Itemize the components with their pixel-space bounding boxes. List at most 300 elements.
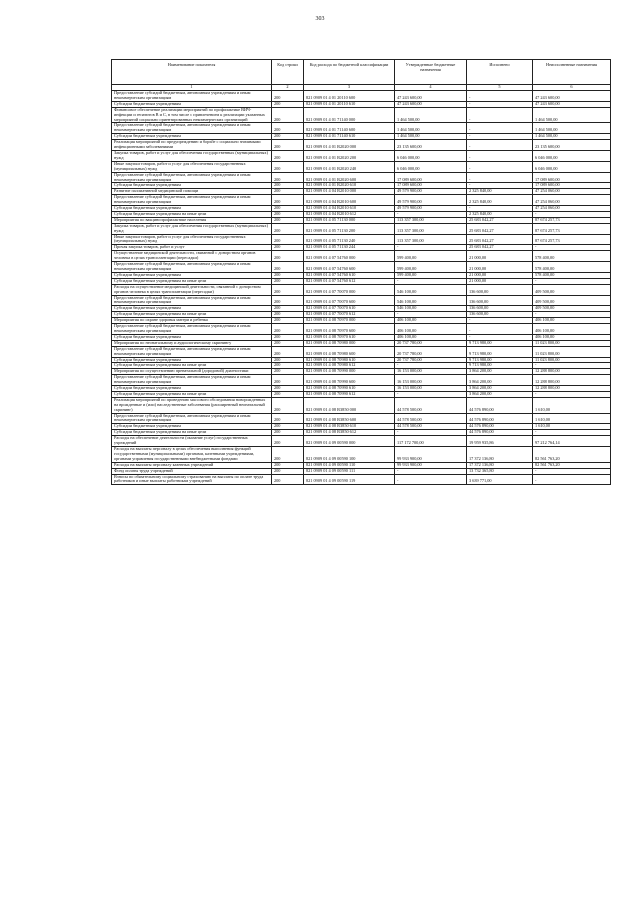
unexecuted-amount-cell: 12 288 800,00 <box>533 375 611 386</box>
unexecuted-amount-cell: 1 610,00 <box>533 397 611 413</box>
table-row <box>112 324 611 335</box>
header-approved: Утвержденные бюджетные назначения <box>395 60 467 85</box>
unexecuted-amount-cell: - <box>533 363 611 369</box>
expense-code-cell: 821 0909 01 4 01 R2020 000 <box>304 140 395 151</box>
expense-code-cell: 821 0909 01 4 01 71140 610 <box>304 134 395 140</box>
approved-amount-cell: - <box>395 312 467 318</box>
expense-code-cell: 821 0909 01 4 08 R3850 000 <box>304 397 395 413</box>
unexecuted-amount-cell: 409 500,00 <box>533 306 611 312</box>
line-code-cell: 200 <box>272 391 304 397</box>
executed-amount-cell: - <box>467 183 533 189</box>
line-code-cell: 200 <box>272 375 304 386</box>
expense-code-cell: 821 0909 01 4 09 00590 111 <box>304 468 395 474</box>
approved-amount-cell: - <box>395 391 467 397</box>
column-number: 6 <box>533 85 611 91</box>
approved-amount-cell: 406 100,00 <box>395 324 467 335</box>
approved-amount-cell: 113 357 300,00 <box>395 234 467 245</box>
table-row <box>112 91 611 102</box>
executed-amount-cell: - <box>467 150 533 161</box>
table-row <box>112 346 611 357</box>
executed-amount-cell: 21 000,00 <box>467 278 533 284</box>
line-code-cell: 200 <box>272 251 304 262</box>
expense-code-cell: 821 0909 01 4 08 70990 610 <box>304 386 395 392</box>
unexecuted-amount-cell: 47 243 600,00 <box>533 91 611 102</box>
approved-amount-cell: 1 464 500,00 <box>395 134 467 140</box>
executed-amount-cell: 9 713 980,00 <box>467 363 533 369</box>
approved-amount-cell: 599 400,00 <box>395 272 467 278</box>
expense-code-cell: 821 0909 01 4 01 20110 610 <box>304 101 395 107</box>
expense-code-cell: 821 0909 01 4 08 70970 610 <box>304 334 395 340</box>
line-code-cell: 200 <box>272 295 304 306</box>
unexecuted-amount-cell: 11 023 800,00 <box>533 357 611 363</box>
table-row <box>112 251 611 262</box>
indicator-name-cell: Субсидии бюджетным учреждениям на иные цели <box>112 211 272 217</box>
unexecuted-amount-cell: - <box>533 391 611 397</box>
line-code-cell: 200 <box>272 357 304 363</box>
line-code-cell: 200 <box>272 340 304 346</box>
executed-amount-cell: 3 864 200,00 <box>467 391 533 397</box>
executed-amount-cell: 25 683 042,27 <box>467 223 533 234</box>
executed-amount-cell: 3 864 200,00 <box>467 375 533 386</box>
unexecuted-amount-cell: 47 254 060,00 <box>533 189 611 195</box>
executed-amount-cell: 136 600,00 <box>467 284 533 295</box>
indicator-name-cell: Фонд оплаты труда учреждений <box>112 468 272 474</box>
unexecuted-amount-cell: 47 254 060,00 <box>533 195 611 206</box>
table-row <box>112 234 611 245</box>
unexecuted-amount-cell: 17 089 600,00 <box>533 172 611 183</box>
line-code-cell: 200 <box>272 150 304 161</box>
line-code-cell: 200 <box>272 101 304 107</box>
header-unexecuted: Неисполненные назначения <box>533 60 611 85</box>
indicator-name-cell: Финансовое обеспечение реализации мероприятий по профилактике ВИЧ-инфекции и гепатитов В и С, в том числе с привлечением к реализации указанных мероприятий социально ориентированных некоммерческих организаций <box>112 107 272 123</box>
expense-code-cell: 821 0909 01 4 07 70070 600 <box>304 295 395 306</box>
approved-amount-cell: 49 579 900,00 <box>395 189 467 195</box>
line-code-cell: 200 <box>272 413 304 424</box>
indicator-name-cell: Субсидии бюджетным учреждениям <box>112 272 272 278</box>
approved-amount-cell: 49 579 900,00 <box>395 195 467 206</box>
executed-amount-cell: 2 325 840,00 <box>467 189 533 195</box>
expense-code-cell: 821 0909 01 4 04 R2010 612 <box>304 211 395 217</box>
expense-code-cell: 821 0909 01 4 07 54760 600 <box>304 262 395 273</box>
table-row <box>112 195 611 206</box>
expense-code-cell: 821 0909 01 4 08 70980 600 <box>304 346 395 357</box>
approved-amount-cell: 406 100,00 <box>395 318 467 324</box>
approved-amount-cell: 20 737 780,00 <box>395 346 467 357</box>
executed-amount-cell: 19 959 935,86 <box>467 436 533 447</box>
unexecuted-amount-cell: 87 674 257,73 <box>533 223 611 234</box>
approved-amount-cell: - <box>395 278 467 284</box>
table-row <box>112 123 611 134</box>
unexecuted-amount-cell: 578 400,00 <box>533 272 611 278</box>
approved-amount-cell: - <box>395 363 467 369</box>
indicator-name-cell: Субсидии бюджетным учреждениям на иные цели <box>112 363 272 369</box>
indicator-name-cell: Предоставление субсидий бюджетным, автономным учреждениям и иным некоммерческим организациям <box>112 91 272 102</box>
line-code-cell: 200 <box>272 436 304 447</box>
unexecuted-amount-cell: 406 100,00 <box>533 334 611 340</box>
indicator-name-cell: Предоставление субсидий бюджетным, автономным учреждениям и иным некоммерческим организациям <box>112 413 272 424</box>
unexecuted-amount-cell: 578 400,00 <box>533 262 611 273</box>
expense-code-cell: 821 0909 01 4 05 71130 000 <box>304 217 395 223</box>
executed-amount-cell: - <box>467 107 533 123</box>
line-code-cell: 200 <box>272 234 304 245</box>
table-row <box>112 107 611 123</box>
line-code-cell: 200 <box>272 346 304 357</box>
expense-code-cell: 821 0909 01 4 07 70070 612 <box>304 312 395 318</box>
expense-code-cell: 821 0909 01 4 07 70070 610 <box>304 306 395 312</box>
expense-code-cell: 821 0909 01 4 01 71140 600 <box>304 123 395 134</box>
table-row <box>112 284 611 295</box>
expense-code-cell: 821 0909 01 4 08 70990 600 <box>304 375 395 386</box>
line-code-cell: 200 <box>272 206 304 212</box>
executed-amount-cell: - <box>467 324 533 335</box>
indicator-name-cell: Расходы на выплаты персоналу в целях обеспечения выполнения функций государственными (муниципальными) органами, казенными учреждениями, органами управления государственными внебюджетными фондами <box>112 447 272 463</box>
executed-amount-cell: 25 683 042,27 <box>467 234 533 245</box>
unexecuted-amount-cell: 87 674 257,73 <box>533 217 611 223</box>
unexecuted-amount-cell: 82 561 763,20 <box>533 462 611 468</box>
executed-amount-cell: - <box>467 101 533 107</box>
executed-amount-cell: 25 683 042,27 <box>467 245 533 251</box>
expense-code-cell: 821 0909 01 4 08 70980 612 <box>304 363 395 369</box>
executed-amount-cell: 3 864 200,00 <box>467 386 533 392</box>
indicator-name-cell: Субсидии бюджетным учреждениям <box>112 134 272 140</box>
unexecuted-amount-cell: 578 400,00 <box>533 251 611 262</box>
approved-amount-cell: 99 933 900,00 <box>395 447 467 463</box>
executed-amount-cell: 9 713 980,00 <box>467 357 533 363</box>
indicator-name-cell: Реализация мероприятий по предупреждению и борьбе с социально значимыми инфекционными заболеваниями <box>112 140 272 151</box>
line-code-cell: 200 <box>272 161 304 172</box>
expense-code-cell: 821 0909 01 4 05 71130 200 <box>304 223 395 234</box>
executed-amount-cell: 44 576 890,00 <box>467 424 533 430</box>
approved-amount-cell: 20 737 780,00 <box>395 357 467 363</box>
indicator-name-cell: Предоставление субсидий бюджетным, автономным учреждениям и иным некоммерческим организациям <box>112 375 272 386</box>
column-number: 1 <box>112 85 272 91</box>
approved-amount-cell: 6 046 000,00 <box>395 161 467 172</box>
line-code-cell: 200 <box>272 284 304 295</box>
approved-amount-cell: 1 464 500,00 <box>395 107 467 123</box>
table-row <box>112 375 611 386</box>
line-code-cell: 200 <box>272 272 304 278</box>
approved-amount-cell: 49 579 900,00 <box>395 206 467 212</box>
line-code-cell: 200 <box>272 312 304 318</box>
expense-code-cell: 821 0909 01 4 07 54760 000 <box>304 251 395 262</box>
expense-code-cell: 821 0909 01 4 01 71140 000 <box>304 107 395 123</box>
approved-amount-cell: 546 100,00 <box>395 284 467 295</box>
header-expense-code: Код расхода по бюджетной классификации <box>304 60 395 85</box>
expense-code-cell: 821 0909 01 4 08 70990 612 <box>304 391 395 397</box>
line-code-cell: 200 <box>272 245 304 251</box>
executed-amount-cell: 3 864 200,00 <box>467 369 533 375</box>
indicator-name-cell: Субсидии бюджетным учреждениям <box>112 306 272 312</box>
unexecuted-amount-cell: 82 561 763,20 <box>533 447 611 463</box>
budget-execution-table <box>111 59 611 485</box>
line-code-cell: 200 <box>272 140 304 151</box>
indicator-name-cell: Субсидии бюджетным учреждениям на иные цели <box>112 278 272 284</box>
unexecuted-amount-cell: - <box>533 468 611 474</box>
executed-amount-cell: 44 576 890,00 <box>467 413 533 424</box>
indicator-name-cell: Закупка товаров, работ и услуг для обеспечения государственных (муниципальных) нужд <box>112 150 272 161</box>
approved-amount-cell: 17 089 600,00 <box>395 172 467 183</box>
indicator-name-cell: Осуществление медицинской деятельности, связанной с донорством органов человека в целях трансплантации (пересадки) <box>112 251 272 262</box>
expense-code-cell: 821 0909 01 4 01 R2020 600 <box>304 172 395 183</box>
indicator-name-cell: Прочая закупка товаров, работ и услуг <box>112 245 272 251</box>
expense-code-cell: 821 0909 01 4 04 R2010 600 <box>304 195 395 206</box>
header-indicator-name: Наименование показателя <box>112 60 272 85</box>
approved-amount-cell: 47 243 600,00 <box>395 91 467 102</box>
expense-code-cell: 821 0909 01 4 08 R3850 610 <box>304 424 395 430</box>
line-code-cell: 200 <box>272 217 304 223</box>
line-code-cell: 200 <box>272 474 304 485</box>
expense-code-cell: 821 0909 01 4 08 R3850 600 <box>304 413 395 424</box>
executed-amount-cell: 9 713 980,00 <box>467 346 533 357</box>
unexecuted-amount-cell: 47 254 060,00 <box>533 206 611 212</box>
line-code-cell: 200 <box>272 424 304 430</box>
unexecuted-amount-cell: 47 243 600,00 <box>533 101 611 107</box>
line-code-cell: 200 <box>272 211 304 217</box>
expense-code-cell: 821 0909 01 4 05 71130 240 <box>304 234 395 245</box>
unexecuted-amount-cell: - <box>533 278 611 284</box>
executed-amount-cell: 21 000,00 <box>467 251 533 262</box>
expense-code-cell: 821 0909 01 4 01 20110 600 <box>304 91 395 102</box>
unexecuted-amount-cell: 17 089 600,00 <box>533 183 611 189</box>
indicator-name-cell: Мероприятия по вакцинопрофилактике населения <box>112 217 272 223</box>
unexecuted-amount-cell: - <box>533 474 611 485</box>
indicator-name-cell: Субсидии бюджетным учреждениям <box>112 386 272 392</box>
header-executed: Исполнено <box>467 60 533 85</box>
executed-amount-cell: - <box>467 318 533 324</box>
approved-amount-cell: - <box>395 430 467 436</box>
expense-code-cell: 821 0909 01 4 09 00590 119 <box>304 474 395 485</box>
unexecuted-amount-cell: 12 288 800,00 <box>533 369 611 375</box>
line-code-cell: 200 <box>272 134 304 140</box>
approved-amount-cell: 117 172 700,00 <box>395 436 467 447</box>
line-code-cell: 200 <box>272 318 304 324</box>
executed-amount-cell: 25 683 042,27 <box>467 217 533 223</box>
approved-amount-cell: 44 578 500,00 <box>395 397 467 413</box>
executed-amount-cell: - <box>467 134 533 140</box>
indicator-name-cell: Субсидии бюджетным учреждениям <box>112 206 272 212</box>
executed-amount-cell: - <box>467 161 533 172</box>
executed-amount-cell: 17 372 136,80 <box>467 447 533 463</box>
unexecuted-amount-cell: 6 046 000,00 <box>533 161 611 172</box>
executed-amount-cell: 21 000,00 <box>467 262 533 273</box>
indicator-name-cell: Субсидии бюджетным учреждениям <box>112 424 272 430</box>
approved-amount-cell: 16 153 000,00 <box>395 375 467 386</box>
column-number: 2 <box>272 85 304 91</box>
unexecuted-amount-cell: 1 464 500,00 <box>533 123 611 134</box>
column-number: 5 <box>467 85 533 91</box>
line-code-cell: 200 <box>272 334 304 340</box>
expense-code-cell: 821 0909 01 4 01 R2020 240 <box>304 161 395 172</box>
unexecuted-amount-cell: 6 046 000,00 <box>533 150 611 161</box>
line-code-cell: 200 <box>272 430 304 436</box>
indicator-name-cell: Субсидии бюджетным учреждениям на иные цели <box>112 391 272 397</box>
indicator-name-cell: Предоставление субсидий бюджетным, автономным учреждениям и иным некоммерческим организациям <box>112 172 272 183</box>
approved-amount-cell: 1 464 500,00 <box>395 123 467 134</box>
approved-amount-cell: - <box>395 245 467 251</box>
approved-amount-cell: - <box>395 211 467 217</box>
indicator-name-cell: Предоставление субсидий бюджетным, автономным учреждениям и иным некоммерческим организациям <box>112 346 272 357</box>
approved-amount-cell: 44 578 500,00 <box>395 424 467 430</box>
line-code-cell: 200 <box>272 278 304 284</box>
expense-code-cell: 821 0909 01 4 09 00590 000 <box>304 436 395 447</box>
unexecuted-amount-cell: 1 464 500,00 <box>533 107 611 123</box>
indicator-name-cell: Мероприятия по осуществлению пренатальной (дородовой) диагностики <box>112 369 272 375</box>
line-code-cell: 200 <box>272 262 304 273</box>
header-row <box>112 60 611 85</box>
approved-amount-cell: 546 100,00 <box>395 306 467 312</box>
unexecuted-amount-cell: 87 674 257,73 <box>533 234 611 245</box>
expense-code-cell: 821 0909 01 4 09 00590 100 <box>304 447 395 463</box>
expense-code-cell: 821 0909 01 4 08 R3850 612 <box>304 430 395 436</box>
expense-code-cell: 821 0909 01 4 04 R2010 610 <box>304 206 395 212</box>
indicator-name-cell: Взносы по обязательному социальному страхованию на выплаты по оплате труда работников и иные выплаты работникам учреждений <box>112 474 272 485</box>
expense-code-cell: 821 0909 01 4 01 R2020 610 <box>304 183 395 189</box>
indicator-name-cell: Реализация мероприятий по проведению массового обследования новорожденных на врожденные и (или) наследственные заболевания (расширенный неонатальный скрининг) <box>112 397 272 413</box>
line-code-cell: 200 <box>272 363 304 369</box>
line-code-cell: 200 <box>272 397 304 413</box>
indicator-name-cell: Предоставление субсидий бюджетным, автономным учреждениям и иным некоммерческим организациям <box>112 324 272 335</box>
table-row <box>112 447 611 463</box>
unexecuted-amount-cell: 1 610,00 <box>533 413 611 424</box>
executed-amount-cell: 2 325 840,00 <box>467 211 533 217</box>
line-code-cell: 200 <box>272 107 304 123</box>
line-code-cell: 200 <box>272 123 304 134</box>
expense-code-cell: 821 0909 01 4 04 R2010 000 <box>304 189 395 195</box>
table-row <box>112 474 611 485</box>
table-row <box>112 295 611 306</box>
unexecuted-amount-cell: 23 135 600,00 <box>533 140 611 151</box>
line-code-cell: 200 <box>272 91 304 102</box>
line-code-cell: 200 <box>272 447 304 463</box>
executed-amount-cell: 44 576 890,00 <box>467 397 533 413</box>
expense-code-cell: 821 0909 01 4 07 54760 612 <box>304 278 395 284</box>
unexecuted-amount-cell: 406 100,00 <box>533 318 611 324</box>
executed-amount-cell: 3 639 771,00 <box>467 474 533 485</box>
expense-code-cell: 821 0909 01 4 08 70990 000 <box>304 369 395 375</box>
executed-amount-cell: 9 713 980,00 <box>467 340 533 346</box>
indicator-name-cell: Расходы на осуществление медицинской деятельности, связанной с донорством органов человека в целях трансплантации (пересадки) <box>112 284 272 295</box>
unexecuted-amount-cell: 97 212 764,14 <box>533 436 611 447</box>
table-row <box>112 223 611 234</box>
indicator-name-cell: Расходы на выплаты персоналу казенных учреждений <box>112 462 272 468</box>
unexecuted-amount-cell: - <box>533 312 611 318</box>
expense-code-cell: 821 0909 01 4 08 70980 000 <box>304 340 395 346</box>
column-number: 3 <box>304 85 395 91</box>
unexecuted-amount-cell: 11 023 800,00 <box>533 346 611 357</box>
indicator-name-cell: Развитие паллиативной медицинской помощи <box>112 189 272 195</box>
unexecuted-amount-cell: 406 100,00 <box>533 324 611 335</box>
table-row <box>112 172 611 183</box>
indicator-name-cell: Субсидии бюджетным учреждениям <box>112 101 272 107</box>
unexecuted-amount-cell: 1 610,00 <box>533 424 611 430</box>
approved-amount-cell: 20 737 780,00 <box>395 340 467 346</box>
approved-amount-cell: 599 400,00 <box>395 262 467 273</box>
unexecuted-amount-cell: 11 023 800,00 <box>533 340 611 346</box>
line-code-cell: 200 <box>272 195 304 206</box>
line-code-cell: 200 <box>272 172 304 183</box>
table-header <box>112 60 611 91</box>
executed-amount-cell: - <box>467 123 533 134</box>
approved-amount-cell: 546 100,00 <box>395 295 467 306</box>
executed-amount-cell: 136 600,00 <box>467 295 533 306</box>
executed-amount-cell: - <box>467 140 533 151</box>
table-row <box>112 397 611 413</box>
executed-amount-cell: 44 576 890,00 <box>467 430 533 436</box>
expense-code-cell: 821 0909 01 4 05 71130 244 <box>304 245 395 251</box>
indicator-name-cell: Предоставление субсидий бюджетным, автономным учреждениям и иным некоммерческим организациям <box>112 262 272 273</box>
indicator-name-cell: Мероприятия по охране здоровья матери и ребенка <box>112 318 272 324</box>
expense-code-cell: 821 0909 01 4 08 70970 600 <box>304 324 395 335</box>
unexecuted-amount-cell: - <box>533 245 611 251</box>
unexecuted-amount-cell: 409 500,00 <box>533 284 611 295</box>
indicator-name-cell: Закупка товаров, работ и услуг для обеспечения государственных (муниципальных) нужд <box>112 223 272 234</box>
expense-code-cell: 821 0909 01 4 09 00590 110 <box>304 462 395 468</box>
approved-amount-cell: 113 357 300,00 <box>395 217 467 223</box>
page-number: 303 <box>315 16 325 22</box>
indicator-name-cell: Предоставление субсидий бюджетным, автономным учреждениям и иным некоммерческим организациям <box>112 295 272 306</box>
approved-amount-cell: 16 153 000,00 <box>395 369 467 375</box>
header-line-code: Код строки <box>272 60 304 85</box>
indicator-name-cell: Субсидии бюджетным учреждениям <box>112 357 272 363</box>
table-row <box>112 413 611 424</box>
indicator-name-cell: Субсидии бюджетным учреждениям <box>112 183 272 189</box>
line-code-cell: 200 <box>272 223 304 234</box>
line-code-cell: 200 <box>272 189 304 195</box>
line-code-cell: 200 <box>272 324 304 335</box>
expense-code-cell: 821 0909 01 4 08 70980 610 <box>304 357 395 363</box>
indicator-name-cell: Расходы на обеспечение деятельности (оказание услуг) государственных учреждений <box>112 436 272 447</box>
unexecuted-amount-cell: 409 500,00 <box>533 295 611 306</box>
table-row <box>112 140 611 151</box>
expense-code-cell: 821 0909 01 4 08 70970 000 <box>304 318 395 324</box>
executed-amount-cell: 136 600,00 <box>467 306 533 312</box>
table-row <box>112 262 611 273</box>
line-code-cell: 200 <box>272 183 304 189</box>
line-code-cell: 200 <box>272 369 304 375</box>
indicator-name-cell: Иные закупки товаров, работ и услуг для обеспечения государственных (муниципальных) нужд <box>112 161 272 172</box>
approved-amount-cell: 99 933 900,00 <box>395 462 467 468</box>
executed-amount-cell: 21 000,00 <box>467 272 533 278</box>
expense-code-cell: 821 0909 01 4 07 54760 610 <box>304 272 395 278</box>
approved-amount-cell: - <box>395 468 467 474</box>
unexecuted-amount-cell: 1 464 500,00 <box>533 134 611 140</box>
expense-code-cell: 821 0909 01 4 07 70070 000 <box>304 284 395 295</box>
unexecuted-amount-cell: - <box>533 211 611 217</box>
indicator-name-cell: Предоставление субсидий бюджетным, автономным учреждениям и иным некоммерческим организациям <box>112 123 272 134</box>
indicator-name-cell: Субсидии бюджетным учреждениям на иные цели <box>112 312 272 318</box>
approved-amount-cell: 113 357 300,00 <box>395 223 467 234</box>
approved-amount-cell: 17 089 600,00 <box>395 183 467 189</box>
executed-amount-cell: - <box>467 334 533 340</box>
executed-amount-cell: - <box>467 172 533 183</box>
table-body <box>112 91 611 485</box>
line-code-cell: 200 <box>272 386 304 392</box>
executed-amount-cell: - <box>467 206 533 212</box>
approved-amount-cell: 47 243 600,00 <box>395 101 467 107</box>
approved-amount-cell: 16 153 000,00 <box>395 386 467 392</box>
executed-amount-cell: 13 732 365,80 <box>467 468 533 474</box>
table-row <box>112 150 611 161</box>
column-number: 4 <box>395 85 467 91</box>
approved-amount-cell: - <box>395 474 467 485</box>
indicator-name-cell: Предоставление субсидий бюджетным, автономным учреждениям и иным некоммерческим организациям <box>112 195 272 206</box>
table-row <box>112 436 611 447</box>
unexecuted-amount-cell: 12 288 800,00 <box>533 386 611 392</box>
expense-code-cell: 821 0909 01 4 01 R2020 200 <box>304 150 395 161</box>
line-code-cell: 200 <box>272 468 304 474</box>
indicator-name-cell: Субсидии бюджетным учреждениям на иные цели <box>112 430 272 436</box>
approved-amount-cell: 44 578 500,00 <box>395 413 467 424</box>
